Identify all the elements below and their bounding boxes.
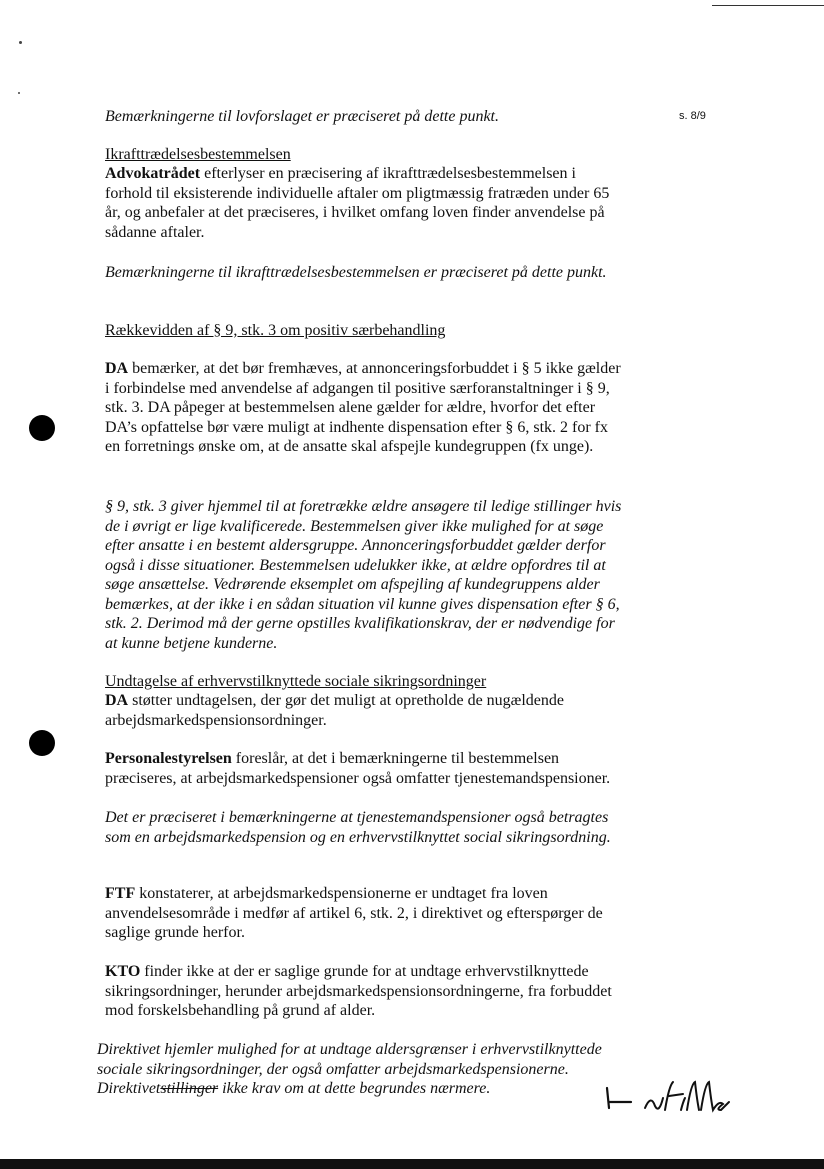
paragraph-personalestyrelsen: Personalestyrelsen foreslår, at det i bemærkningerne til bestemmelsen præciseres, at arbejdsmarkedspensioner også omfatter tjenestemandspensioner. xyxy=(105,750,611,787)
comment-lovforslaget: Bemærkningerne til lovforslaget er præciseret på dette punkt. xyxy=(105,108,499,125)
paragraph-ftf: FTF konstaterer, at arbejdsmarkedspensionerne er undtaget fra loven anvendelsesområde i medfør af artikel 6, stk. 2, i direktivet og efterspørger de saglige grunde herfor. xyxy=(105,885,603,941)
bottom-scan-border xyxy=(0,1159,824,1169)
scan-speck xyxy=(19,41,22,44)
page-number: s. 8/9 xyxy=(679,110,706,122)
comment-tjenestemand: Det er præciseret i bemærkningerne at tjenestemandspensioner også betragtes som en arbejdsmarkedspension og en erhvervstilknyttet social sikringsordning. xyxy=(105,809,611,846)
comment-paragraf-9: § 9, stk. 3 giver hjemmel til at foretrække ældre ansøgere til ledige stillinger hvis de i øvrigt er lige kvalificerede. Bestemmelsen giver ikke mulighed for at søge efter ansatte i en bestemt aldersgruppe. Annonceringsforbuddet gælder derfor også i disse situationer. Bestemmelsen udelukker ikke, at ældre opfordres til at søge ansættelse. Vedrørende eksemplet om afspejling af kundegruppens alder bemærkes, at der ikke i en sådan situation vil kunne gives dispensation efter § 6, stk. 2. Derimod må der gerne opstilles kvalifikationskrav, der er nødvendige for at kunne betjene kunderne. xyxy=(105,498,622,652)
scan-speck xyxy=(18,92,20,94)
top-rule xyxy=(712,5,824,6)
paragraph-da-undtagelse: DA støtter undtagelsen, der gør det muligt at opretholde de nugældende arbejdsmarkedspensionsordninger. xyxy=(105,692,564,729)
comment-ikrafttraedelse: Bemærkningerne til ikrafttrædelsesbestemmelsen er præciseret på dette punkt. xyxy=(105,264,607,281)
paragraph-kto: KTO finder ikke at der er saglige grunde for at undtage erhvervstilknyttede sikringsordninger, herunder arbejdsmarkedspensionsordningerne, fra forbuddet mod forskelsbehandling på grund af alder. xyxy=(105,963,612,1019)
handwritten-correction xyxy=(603,1080,733,1120)
margin-bullet-1 xyxy=(29,415,55,441)
heading-undtagelse: Undtagelse af erhvervstilknyttede sociale sikringsordninger xyxy=(105,673,487,690)
comment-direktivet: Direktivet hjemler mulighed for at undtage aldersgrænser i erhvervstilknyttede sociale sikringsordninger, der også omfatter arbejdsmarkedspensionerne. Direktivetstillinger ikke krav om at dette begrundes nærmere. xyxy=(97,1041,602,1097)
paragraph-da-annoncering: DA bemærker, at det bør fremhæves, at annonceringsforbuddet i § 5 ikke gælder i forbindelse med anvendelse af adgangen til positive særforanstaltninger i § 9, stk. 3. DA påpeger at bestemmelsen alene gælder for ældre, hvorfor det efter DA’s opfattelse bør være muligt at indhente dispensation efter § 6, stk. 2 for fx en forretnings ønske om, at de ansatte skal afspejle kundegruppen (fx unge). xyxy=(105,360,621,455)
heading-raekkevidden: Rækkevidden af § 9, stk. 3 om positiv særbehandling xyxy=(105,322,446,339)
heading-ikrafttraedelse: Ikrafttrædelsesbestemmelsen xyxy=(105,146,291,163)
margin-bullet-2 xyxy=(29,730,55,756)
paragraph-advokatraadet: Advokatrådet efterlyser en præcisering af ikrafttrædelsesbestemmelsen i forhold til eksisterende individuelle aftaler om pligtmæssig fratræden under 65 år, og anbefaler at det præciseres, i hvilket omfang loven finder anvendelse på sådanne aftaler. xyxy=(105,165,610,241)
